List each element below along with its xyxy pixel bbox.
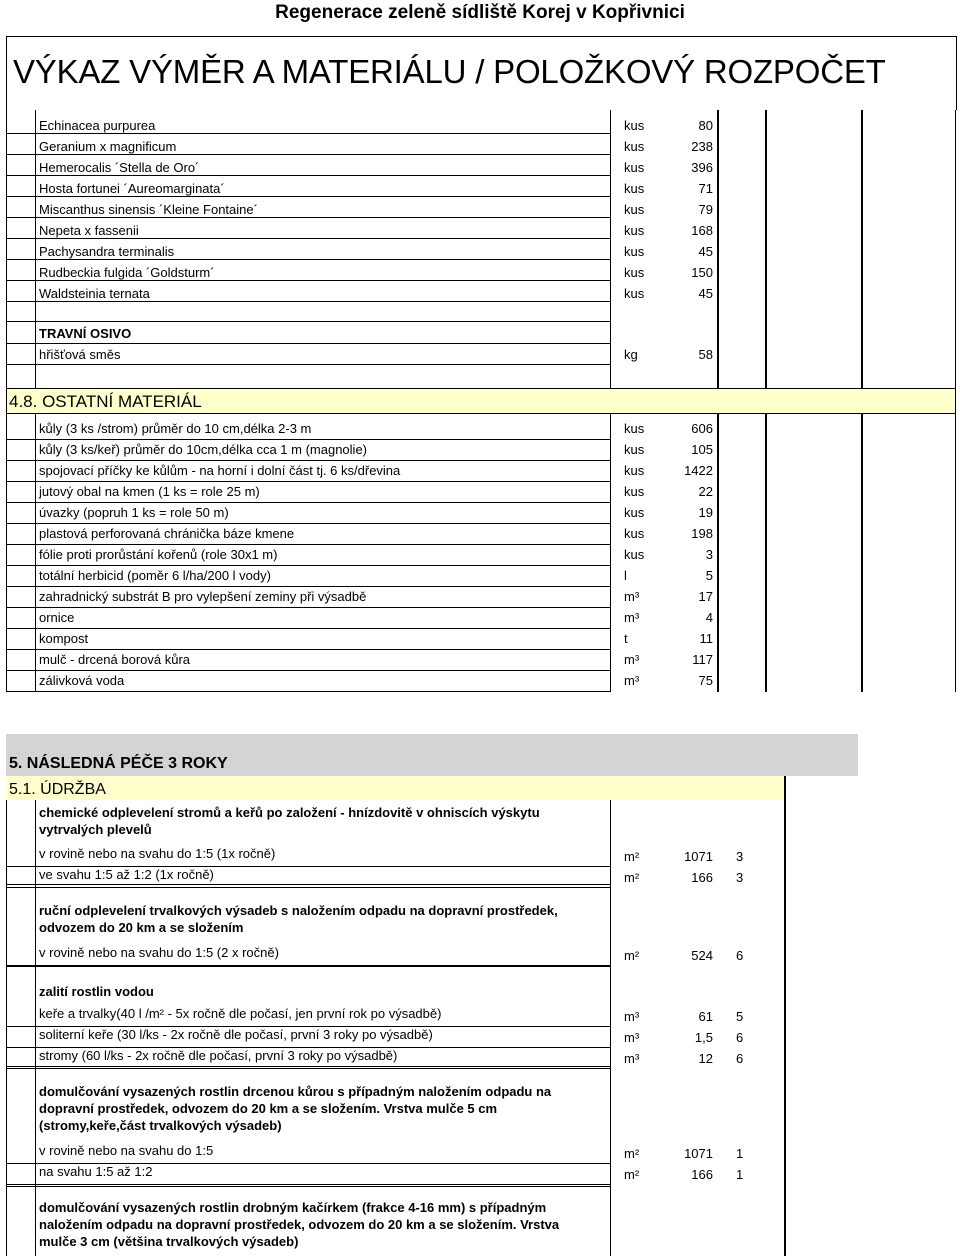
plant-name: Nepeta x fassenii [39, 223, 139, 238]
plant-name: Geranium x magnificum [39, 139, 177, 154]
care-item-name: v rovině nebo na svahu do 1:5 [39, 1143, 214, 1158]
care-item-times: 3 [736, 870, 744, 885]
care-item-unit: m² [624, 1167, 640, 1182]
section-heading: 4.8. OSTATNÍ MATERIÁL [9, 392, 202, 411]
care-group-title: ruční odplevelení trvalkových výsadeb s naložením odpadu na dopravní prostředek, [39, 903, 558, 918]
care-item-qty: 1071 [684, 849, 713, 864]
material-unit: m³ [624, 610, 640, 625]
material-unit: kus [624, 442, 645, 457]
care-group-title: mulče 3 cm (většina trvalkových výsadeb) [39, 1234, 299, 1249]
care-item-name: ve svahu 1:5 až 1:2 (1x ročně) [39, 867, 214, 882]
column-rule [861, 110, 863, 388]
row-rule [6, 481, 610, 482]
material-unit: kus [624, 484, 645, 499]
material-qty: 22 [698, 484, 713, 499]
material-qty: 19 [698, 505, 713, 520]
column-rule [6, 800, 7, 1256]
material-unit: m³ [624, 673, 640, 688]
material-qty: 4 [705, 610, 713, 625]
column-rule [765, 110, 767, 388]
care-group-title: odvozem do 20 km a se složením [39, 920, 244, 935]
material-qty: 606 [691, 421, 713, 436]
row-rule [6, 544, 610, 545]
material-qty: 11 [699, 631, 713, 646]
row-rule [6, 649, 610, 650]
material-qty: 198 [691, 526, 713, 541]
care-item-name: na svahu 1:5 až 1:2 [39, 1164, 153, 1179]
row-rule [6, 343, 610, 344]
care-item-qty: 61 [698, 1009, 713, 1024]
care-item-times: 6 [736, 948, 744, 963]
care-item-name: v rovině nebo na svahu do 1:5 (1x ročně) [39, 846, 276, 861]
heading-box [6, 36, 957, 110]
column-rule [610, 800, 611, 1256]
material-unit: kus [624, 547, 645, 562]
column-rule [955, 414, 956, 692]
plant-name: Hosta fortunei ´Aureomarginata´ [39, 181, 225, 196]
plant-name: Pachysandra terminalis [39, 244, 175, 259]
plant-unit: kus [624, 223, 645, 238]
care-group-title: domulčování vysazených rostlin drobným kačírkem (frakce 4-16 mm) s případným [39, 1200, 547, 1215]
row-rule [6, 670, 610, 671]
plant-unit: kus [624, 139, 645, 154]
plant-name: Rudbeckia fulgida ´Goldsturm´ [39, 265, 215, 280]
plant-name: Waldsteinia ternata [39, 286, 150, 301]
care-group-title: zalití rostlin vodou [39, 984, 154, 999]
care-item-times: 3 [736, 849, 744, 864]
material-name: kůly (3 ks /strom) průměr do 10 cm,délka 2-3 m [39, 421, 312, 436]
column-rule [610, 110, 611, 388]
row-rule [6, 1184, 610, 1185]
material-unit: kus [624, 421, 645, 436]
material-name: fólie proti prorůstání kořenů (role 30x1 m) [39, 547, 278, 562]
care-item-times: 5 [736, 1009, 744, 1024]
material-qty: 105 [691, 442, 713, 457]
row-rule [6, 628, 610, 629]
material-unit: l [624, 568, 627, 583]
row-rule [6, 502, 610, 503]
care-item-qty: 166 [691, 870, 713, 885]
grass-heading: TRAVNÍ OSIVO [39, 326, 132, 341]
row-rule [6, 460, 610, 461]
material-name: úvazky (popruh 1 ks = role 50 m) [39, 505, 229, 520]
care-item-qty: 1,5 [694, 1030, 713, 1045]
care-item-name: keře a trvalky(40 l /m² - 5x ročně dle počasí, jen první rok po výsadbě) [39, 1006, 442, 1021]
column-rule [765, 414, 767, 692]
care-group-title: dopravní prostředek, odvozem do 20 km a se složením. Vrstva mulče 5 cm [39, 1101, 498, 1116]
plant-unit: kus [624, 202, 645, 217]
row-rule [6, 1186, 610, 1187]
plant-qty: 45 [698, 244, 713, 259]
column-rule [717, 110, 719, 388]
row-rule [6, 966, 610, 967]
plant-qty: 168 [691, 223, 713, 238]
column-rule [955, 110, 956, 388]
care-item-name: stromy (60 l/ks - 2x ročně dle počasí, první 3 roky po výsadbě) [39, 1048, 398, 1063]
material-unit: m³ [624, 589, 640, 604]
grass-unit: kg [624, 347, 638, 362]
project-title: Regenerace zeleně sídliště Korej v Kopřivnici [275, 2, 685, 23]
plant-qty: 396 [691, 160, 713, 175]
plant-qty: 238 [691, 139, 713, 154]
material-name: totální herbicid (poměr 6 l/ha/200 l vody) [39, 568, 271, 583]
row-rule [6, 523, 610, 524]
column-rule [861, 414, 863, 692]
care-item-unit: m³ [624, 1030, 640, 1045]
material-unit: m³ [624, 652, 640, 667]
column-rule [784, 776, 786, 1256]
document-heading: VÝKAZ VÝMĚR A MATERIÁLU / POLOŽKOVÝ ROZPOČET [13, 53, 886, 90]
care-item-name: soliterní keře (30 l/ks - 2x ročně dle počasí, první 3 roky po výsadbě) [39, 1027, 433, 1042]
material-unit: kus [624, 505, 645, 520]
care-item-qty: 166 [691, 1167, 713, 1182]
column-rule [717, 414, 719, 692]
plant-name: Miscanthus sinensis ´Kleine Fontaine´ [39, 202, 258, 217]
plant-unit: kus [624, 244, 645, 259]
row-rule [6, 1066, 610, 1067]
plant-qty: 150 [691, 265, 713, 280]
material-name: mulč - drcená borová kůra [39, 652, 191, 667]
care-item-unit: m² [624, 1146, 640, 1161]
care-item-times: 1 [736, 1146, 744, 1161]
column-rule [35, 414, 36, 692]
column-rule [35, 800, 36, 1256]
material-name: zálivková voda [39, 673, 125, 688]
care-item-unit: m² [624, 870, 640, 885]
subsection-band [6, 776, 784, 800]
plant-qty: 80 [698, 118, 713, 133]
care-item-times: 6 [736, 1030, 744, 1045]
material-qty: 75 [698, 673, 713, 688]
care-group-title: domulčování vysazených rostlin drcenou kůrou s případným naložením odpadu na [39, 1084, 552, 1099]
care-group-title: vytrvalých plevelů [39, 822, 152, 837]
care-item-qty: 1071 [684, 1146, 713, 1161]
aftercare-subheading: 5.1. ÚDRŽBA [9, 781, 106, 798]
plant-unit: kus [624, 286, 645, 301]
care-item-qty: 12 [698, 1051, 713, 1066]
material-name: plastová perforovaná chránička báze kmene [39, 526, 295, 541]
row-rule [6, 1068, 610, 1069]
material-qty: 3 [705, 547, 713, 562]
material-qty: 1422 [684, 463, 713, 478]
row-rule [6, 321, 610, 322]
material-name: kůly (3 ks/keř) průměr do 10cm,délka cca 1 m (magnolie) [39, 442, 368, 457]
material-unit: kus [624, 463, 645, 478]
material-qty: 17 [698, 589, 713, 604]
column-rule [610, 414, 611, 692]
care-group-title: chemické odplevelení stromů a keřů po založení - hnízdovitě v ohniscích výskytu [39, 805, 540, 820]
row-rule [6, 691, 610, 692]
material-unit: t [624, 631, 628, 646]
column-rule [6, 388, 7, 414]
care-group-title: (stromy,keře,část trvalkových výsadeb) [39, 1118, 282, 1133]
care-item-times: 6 [736, 1051, 744, 1066]
plant-qty: 79 [698, 202, 713, 217]
care-item-unit: m³ [624, 1051, 640, 1066]
row-rule [6, 887, 610, 888]
row-rule [6, 364, 610, 365]
material-name: ornice [39, 610, 75, 625]
material-qty: 117 [692, 652, 713, 667]
plant-unit: kus [624, 265, 645, 280]
row-rule [6, 439, 610, 440]
plant-name: Echinacea purpurea [39, 118, 156, 133]
plant-qty: 45 [698, 286, 713, 301]
grass-qty: 58 [698, 347, 713, 362]
aftercare-heading: 5. NÁSLEDNÁ PÉČE 3 ROKY [9, 755, 228, 772]
material-qty: 5 [705, 568, 713, 583]
material-name: kompost [39, 631, 89, 646]
row-rule [6, 607, 610, 608]
care-item-name: v rovině nebo na svahu do 1:5 (2 x ročně) [39, 945, 279, 960]
plant-unit: kus [624, 118, 645, 133]
care-item-unit: m² [624, 849, 640, 864]
care-item-unit: m² [624, 948, 640, 963]
grass-name: hřišťová směs [39, 347, 121, 362]
row-rule [6, 586, 610, 587]
care-item-qty: 524 [691, 948, 713, 963]
plant-unit: kus [624, 181, 645, 196]
material-name: zahradnický substrát B pro vylepšení zeminy při výsadbě [39, 589, 367, 604]
care-item-times: 1 [736, 1167, 744, 1182]
column-rule [955, 388, 956, 414]
material-name: spojovací příčky ke kůlům - na horní i dolní část tj. 6 ks/dřevina [39, 463, 401, 478]
care-item-unit: m³ [624, 1009, 640, 1024]
column-rule [35, 110, 36, 388]
material-unit: kus [624, 526, 645, 541]
plant-unit: kus [624, 160, 645, 175]
material-name: jutový obal na kmen (1 ks = role 25 m) [39, 484, 260, 499]
plant-qty: 71 [698, 181, 713, 196]
plant-name: Hemerocalis ´Stella de Oro´ [39, 160, 200, 175]
row-rule [6, 884, 610, 885]
care-group-title: naložením odpadu na dopravní prostředek, odvozem do 20 km a se složením. Vrstva [39, 1217, 560, 1232]
row-rule [6, 565, 610, 566]
